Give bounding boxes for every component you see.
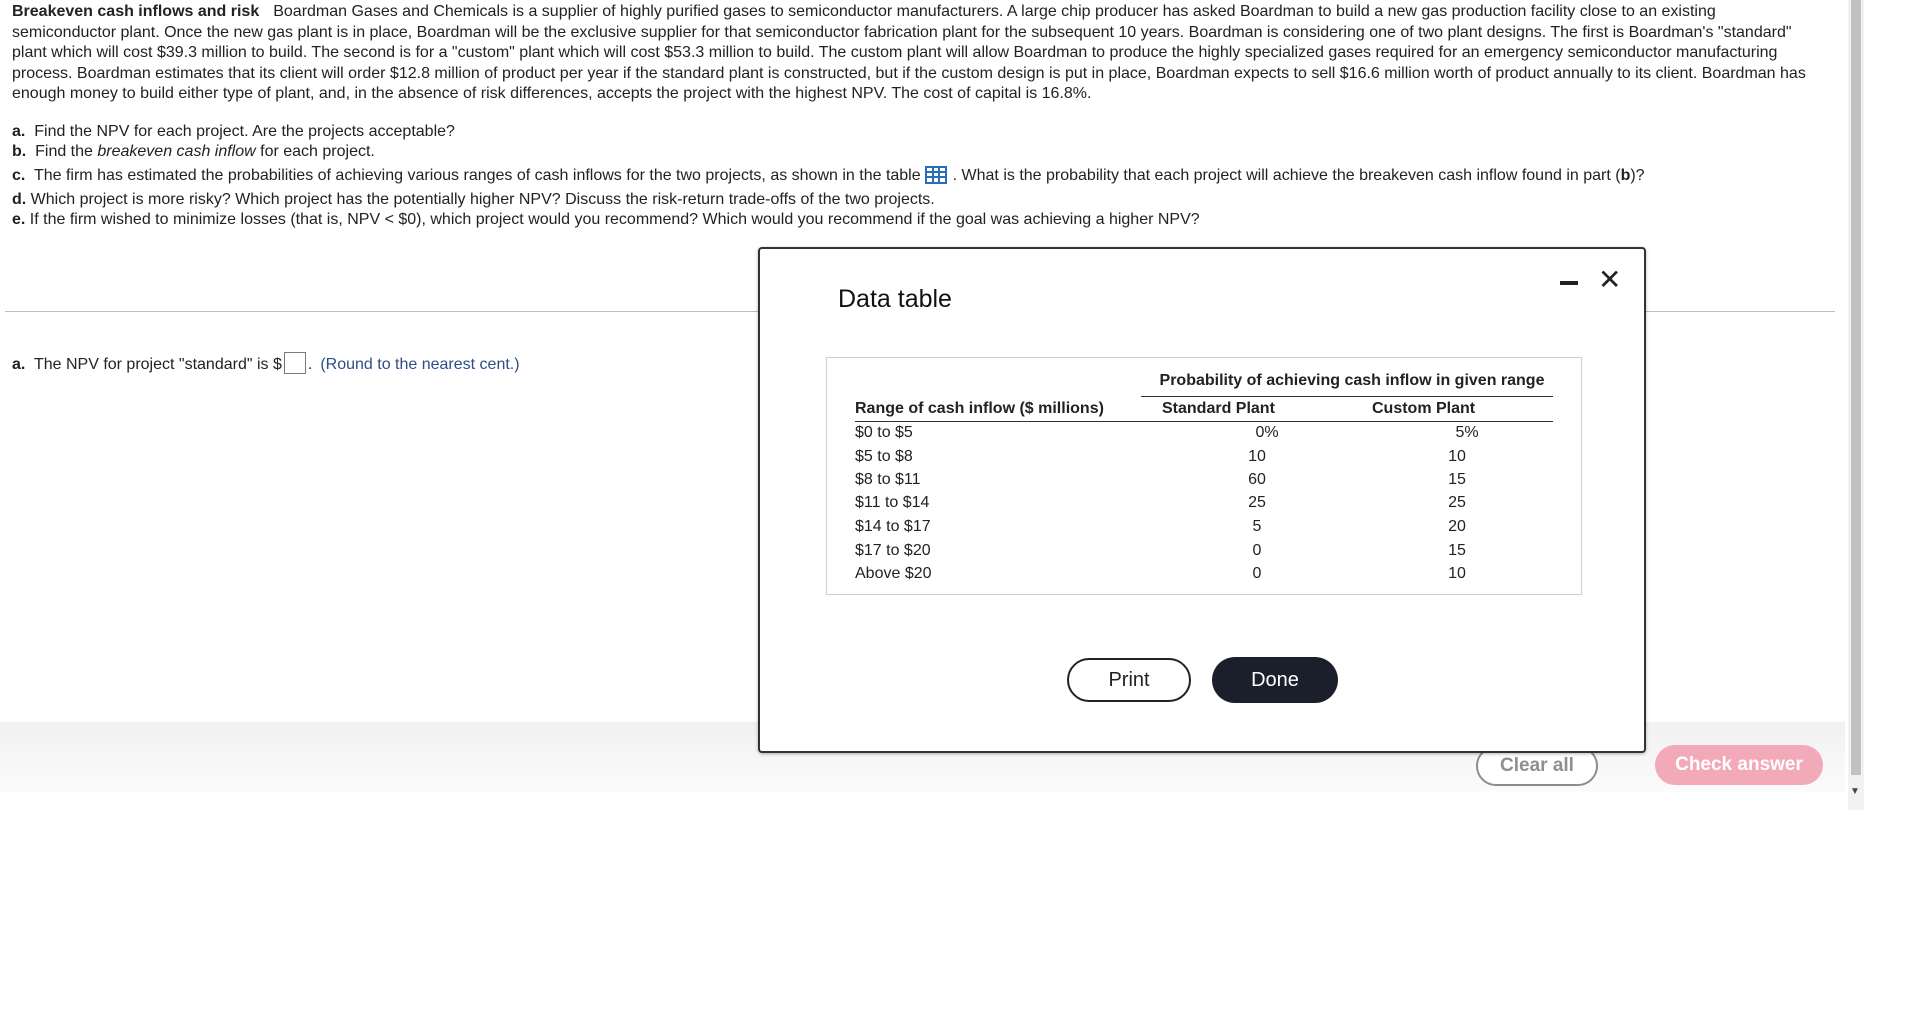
scrollbar-thumb[interactable] — [1851, 0, 1861, 775]
part-b-text-end: for each project. — [255, 143, 375, 160]
clear-all-button[interactable]: Clear all — [1476, 746, 1598, 786]
table-row — [827, 565, 1581, 585]
part-c-text-close: )? — [1630, 167, 1645, 184]
custom-cell: 10 — [1448, 448, 1466, 465]
part-b-text: Find the — [35, 143, 98, 160]
part-a-letter: a. — [12, 123, 26, 140]
part-a-text: Find the NPV for each project. Are the projects acceptable? — [34, 123, 455, 140]
answer-suffix: . — [307, 356, 313, 373]
range-cell: $5 to $8 — [855, 448, 913, 465]
table-row — [827, 518, 1581, 538]
col-header-custom: Custom Plant — [1372, 400, 1476, 417]
probability-table — [826, 357, 1582, 595]
part-e-letter: e. — [12, 211, 26, 228]
problem-text: Boardman Gases and Chemicals is a supplier of highly purified gases to semiconductor manufacturers. A large chip producer has asked Boardman to build a new gas production facility close to an existing semiconductor plant. Once the new gas plant is in place, Boardman will be the exclusive supplier for that semiconductor fabrication plant for the subsequent 10 years. Boardman is considering one of two plant designs. The first is Boardman's "standard" plant which will cost $39.3 million to build. The second is for a "custom" plant which will cost $53.3 million to build. The custom plant will allow Boardman to produce the highly specialized gases required for an emergency semiconductor manufacturing process. Boardman estimates that its client will order $12.8 million of product per year if the standard plant is constructed, but if the custom design is put in place, Boardman expects to sell $16.6 million worth of product annually to its client. Boardman has enough money to build either type of plant, and, in the absence of risk differences, accepts the project with the highest NPV. The cost of capital is 16.8%. — [12, 3, 1806, 102]
answer-letter: a. — [12, 356, 26, 373]
part-d — [12, 190, 1812, 210]
close-icon[interactable]: ✕ — [1598, 264, 1622, 295]
standard-cell: 10 — [1248, 448, 1266, 465]
custom-cell: 15 — [1448, 471, 1466, 488]
col-header-range: Range of cash inflow ($ millions) — [855, 400, 1104, 417]
table-row — [827, 542, 1581, 562]
part-e — [12, 210, 1812, 230]
part-c-text-end: . What is the probability that each project will achieve the breakeven cash inflow found in part ( — [952, 167, 1621, 184]
column-header-rule — [855, 421, 1553, 422]
done-button[interactable]: Done — [1212, 657, 1338, 703]
range-cell: $11 to $14 — [855, 494, 930, 511]
rounding-hint: (Round to the nearest cent.) — [320, 356, 520, 373]
check-answer-button[interactable]: Check answer — [1655, 745, 1823, 785]
part-b — [12, 142, 1812, 162]
custom-cell: 15 — [1448, 542, 1466, 559]
standard-cell: 25 — [1248, 494, 1266, 511]
part-e-text: If the firm wished to minimize losses (that is, NPV < $0), which project would you recommend? Which would you recommend if the goal was achieving a higher NPV? — [29, 211, 1200, 228]
question-parts — [12, 122, 1812, 230]
range-cell: $8 to $11 — [855, 471, 921, 488]
part-c — [12, 166, 1812, 186]
custom-cell: 5% — [1455, 424, 1479, 441]
group-header: Probability of achieving cash inflow in given range — [1159, 372, 1545, 389]
part-a — [12, 122, 1812, 142]
custom-cell: 20 — [1448, 518, 1466, 535]
table-row — [827, 471, 1581, 491]
table-row — [827, 448, 1581, 468]
part-d-text: Which project is more risky? Which project has the potentially higher NPV? Discuss the risk-return trade-offs of the two projects. — [30, 191, 935, 208]
custom-cell: 25 — [1448, 494, 1466, 511]
problem-title: Breakeven cash inflows and risk — [12, 3, 260, 20]
custom-cell: 10 — [1448, 565, 1466, 582]
standard-cell: 0 — [1252, 542, 1262, 559]
table-row — [827, 494, 1581, 514]
data-table-dialog — [758, 247, 1646, 753]
print-button[interactable]: Print — [1067, 658, 1191, 702]
standard-cell: 60 — [1248, 471, 1266, 488]
table-row — [827, 424, 1581, 444]
range-cell: $17 to $20 — [855, 542, 931, 559]
part-d-letter: d. — [12, 191, 27, 208]
standard-cell: 0% — [1255, 424, 1279, 441]
part-c-text: The firm has estimated the probabilities of achieving various ranges of cash inflows for the two projects, as shown in the table — [33, 167, 921, 184]
minimize-icon[interactable] — [1560, 281, 1578, 285]
npv-standard-input[interactable] — [284, 352, 306, 374]
answer-row — [12, 352, 520, 374]
range-cell: $14 to $17 — [855, 518, 931, 535]
part-b-emphasis: breakeven cash inflow — [97, 143, 256, 160]
scroll-down-icon[interactable]: ▼ — [1850, 786, 1860, 797]
range-cell: $0 to $5 — [855, 424, 913, 441]
col-header-standard: Standard Plant — [1162, 400, 1275, 417]
problem-statement — [12, 2, 1812, 105]
part-c-letter: c. — [12, 167, 26, 184]
answer-prompt: The NPV for project "standard" is $ — [33, 356, 282, 373]
dialog-title: Data table — [838, 285, 952, 313]
header-rule — [1141, 396, 1553, 397]
standard-cell: 5 — [1252, 518, 1262, 535]
standard-cell: 0 — [1252, 565, 1262, 582]
range-cell: Above $20 — [855, 565, 932, 582]
part-c-ref: b — [1620, 167, 1631, 184]
part-b-letter: b. — [12, 143, 27, 160]
data-table-icon[interactable] — [925, 166, 947, 184]
